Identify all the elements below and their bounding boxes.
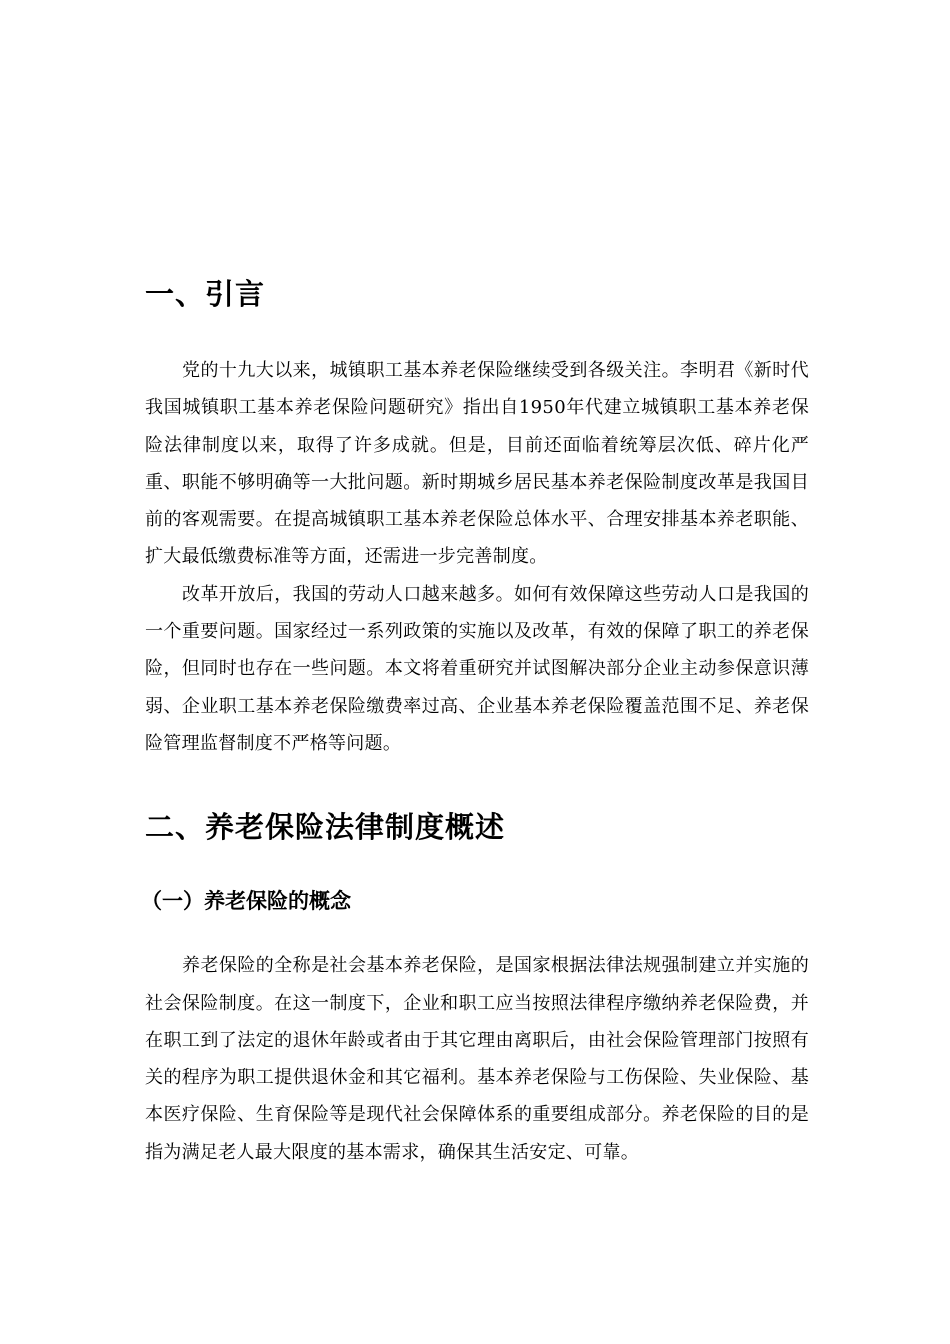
paragraph: 改革开放后，我国的劳动人口越来越多。如何有效保障这些劳动人口是我国的一个重要问题。国家经过一系列政策的实施以及改革，有效的保障了职工的养老保险，但同时也存在一些问题。本文将着重研究并试图解决部分企业主动参保意识薄弱、企业职工基本养老保险缴费率过高、企业基本养老保险覆盖范围不足、养老保险管理监督制度不严格等问题。	[145, 583, 809, 754]
section-title-introduction: 一、引言	[145, 277, 266, 311]
section-title-pension-law-overview: 二、养老保险法律制度概述	[145, 810, 506, 845]
document-body	[141, 272, 809, 1171]
paragraph: 养老保险的全称是社会基本养老保险，是国家根据法律法规强制建立并实施的社会保险制度。在这一制度下，企业和职工应当按照法律程序缴纳养老保险费，并在职工到了法定的退休年龄或者由于其它理由离职后，由社会保险管理部门按照有关的程序为职工提供退休金和其它福利。基本养老保险与工伤保险、失业保险、基本医疗保险、生育保险等是现代社会保障体系的重要组成部分。养老保险的目的是指为满足老人最大限度的基本需求，确保其生活安定、可靠。	[145, 955, 809, 1163]
subsection-title-pension-concept: （一）养老保险的概念	[141, 889, 351, 914]
paragraph: 党的十九大以来，城镇职工基本养老保险继续受到各级关注。李明君《新时代我国城镇职工基本养老保险问题研究》指出自1950年代建立城镇职工基本养老保险法律制度以来，取得了许多成就。但是，目前还面临着统筹层次低、碎片化严重、职能不够明确等一大批问题。新时期城乡居民基本养老保险制度改革是我国目前的客观需要。在提高城镇职工基本养老保险总体水平、合理安排基本养老职能、扩大最低缴费标准等方面，还需进一步完善制度。	[145, 360, 809, 568]
